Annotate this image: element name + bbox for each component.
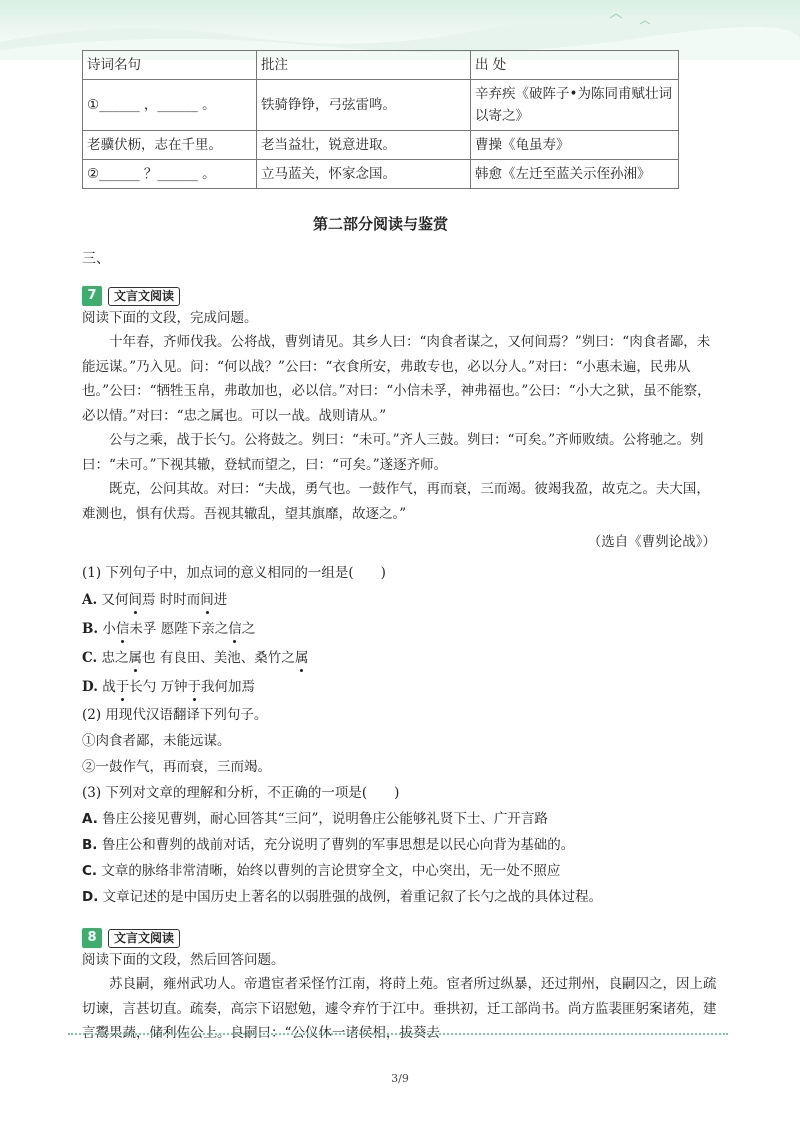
table-cell: ①______ ，______ 。: [83, 80, 257, 131]
dotted-word: 间: [128, 592, 142, 608]
passage-paragraph: 既克，公问其故。对曰：“夫战，勇气也。一鼓作气，再而衰，三而竭。彼竭我盈，故克之。夫大国，难测也，惧有伏焉。吾视其辙乱，望其旗靡，故逐之。”: [82, 481, 710, 522]
table-header-row: [83, 51, 679, 80]
table-header-cell: 出 处: [471, 51, 679, 80]
question-8-header: [82, 928, 722, 948]
option-text: 也 有良田、美池、桑竹之: [142, 650, 295, 666]
table-cell: 韩愈《左迁至蓝关示侄孙湘》: [471, 160, 679, 189]
option-label: C.: [82, 650, 98, 666]
option-b[interactable]: [82, 832, 722, 858]
option-label: B.: [82, 837, 98, 853]
translation-item: ②一鼓作气，再而衰，三而竭。: [82, 759, 271, 775]
section-number: 三、: [82, 251, 110, 267]
table-header-cell: 诗词名句: [83, 51, 257, 80]
option-text: 焉 时时而: [141, 592, 201, 608]
question-type-tag: 文言文阅读: [108, 929, 180, 948]
table-header-cell: 批注: [257, 51, 471, 80]
footer-divider: [68, 1033, 728, 1035]
dotted-word: 间: [200, 592, 214, 608]
option-d[interactable]: [82, 884, 722, 910]
option-text: 鲁庄公接见曹刿，耐心回答其“三问”，说明鲁庄公能够礼贤下士、广开言路: [102, 811, 548, 827]
option-label: D.: [82, 889, 99, 905]
option-b[interactable]: [82, 615, 722, 644]
table-cell: 老当益壮，锐意进取。: [257, 131, 471, 160]
table-cell: 辛弃疾《破阵子•为陈同甫赋壮词以寄之》: [471, 80, 679, 131]
option-text: 文章的脉络非常清晰，始终以曹刿的言论贯穿全文，中心突出，无一处不照应: [101, 863, 561, 879]
subquestion-3-stem: (3) 下列对文章的理解和分析，不正确的一项是( ): [82, 785, 400, 801]
question-intro: 阅读下面的文段，完成问题。: [82, 310, 258, 326]
option-label: A.: [82, 811, 98, 827]
subquestion-2-stem: (2) 用现代汉语翻译下列句子。: [82, 707, 268, 723]
option-text: 忠之: [101, 650, 129, 666]
page-number: 3/9: [391, 1072, 409, 1085]
option-text: 鲁庄公和曹刿的战前对话，充分说明了曹刿的军事思想是以民心向背为基础的。: [101, 837, 575, 853]
table-row: [83, 160, 679, 189]
option-a[interactable]: [82, 806, 722, 832]
question-intro: 阅读下面的文段，然后回答问题。: [82, 952, 285, 968]
option-label: D.: [82, 679, 98, 695]
page-content: [82, 50, 722, 1046]
table-cell: 铁骑铮铮，弓弦雷鸣。: [257, 80, 471, 131]
dotted-word: 属: [128, 650, 143, 666]
dotted-word: 信: [115, 621, 130, 637]
table-row: [83, 131, 679, 160]
dotted-word: 属: [294, 650, 309, 666]
option-c[interactable]: [82, 644, 722, 673]
passage-source: （选自《曹刿论战》）: [587, 534, 716, 550]
option-text: 进: [213, 592, 228, 608]
option-d[interactable]: [82, 673, 722, 702]
passage-paragraph: 公与之乘，战于长勺。公将鼓之。刿曰：“未可。”齐人三鼓。刿曰：“可矣。”齐师败绩。公将驰之。刿曰：“未可。”下视其辙，登轼而望之，曰：“可矣。”遂逐齐师。: [82, 432, 704, 473]
dotted-word: 于: [187, 679, 202, 695]
table-cell: 老骥伏枥，志在千里。: [83, 131, 257, 160]
option-text: 又何: [101, 592, 129, 608]
option-label: C.: [82, 863, 98, 879]
passage-paragraph: 十年春，齐师伐我。公将战，曹刿请见。其乡人曰：“肉食者谋之，又何间焉？”刿曰：“肉食者鄙，未能远谋。”乃入见。问：“何以战？”公曰：“衣食所安，弗敢专也，必以分人。”对曰：“小惠未遍，民弗从也。”公曰：“牺牲玉帛，弗敢加也，必以信。”对曰：“小信未孚，神弗福也。”公曰：“小大之狱，虽不能察，必以情。”对曰：“忠之属也。可以一战。战则请从。”: [82, 334, 711, 424]
section-title: 第二部分阅读与鉴赏: [312, 215, 448, 233]
quotes-table: [82, 50, 679, 189]
table-row: [83, 80, 679, 131]
option-text: 战: [102, 679, 116, 695]
question-number-badge: 7: [82, 286, 102, 306]
dotted-word: 信: [228, 621, 242, 637]
option-c[interactable]: [82, 858, 722, 884]
question-type-tag: 文言文阅读: [108, 287, 180, 306]
table-cell: 曹操《龟虽寿》: [471, 131, 679, 160]
option-label: A.: [82, 592, 98, 608]
option-text: 我何加焉: [201, 679, 256, 695]
question-7-header: [82, 286, 722, 306]
translation-item: ①肉食者鄙，未能远谋。: [82, 733, 231, 749]
question-number-badge: 8: [82, 928, 102, 948]
subquestion-1-stem: (1) 下列句子中，加点词的意义相同的一组是( ): [82, 565, 386, 581]
table-cell: ②______ ？______ 。: [83, 160, 257, 189]
option-text: 文章记述的是中国历史上著名的以弱胜强的战例，着重记叙了长勺之战的具体过程。: [102, 889, 603, 905]
table-cell: 立马蓝关，怀家念国。: [257, 160, 471, 189]
option-text: 之: [241, 621, 256, 637]
option-text: 小: [102, 621, 116, 637]
option-text: 长勺 万钟: [129, 679, 188, 695]
passage-paragraph: 苏良嗣，雍州武功人。帝遣宦者采怪竹江南，将莳上苑。宦者所过纵暴，还过荆州，良嗣囚之，因上疏切谏，言甚切直。疏奏，高宗下诏慰勉，遽令弃竹于江中。垂拱初，迁工部尚书。尚方监裴匪躬案诸苑，建言鬻果蔬，储利佐公上。良嗣曰：“公仪休一诸侯相，拔葵去: [82, 976, 717, 1041]
dotted-word: 于: [115, 679, 130, 695]
option-label: B.: [82, 621, 99, 637]
option-text: 未孚 愿陛下亲之: [129, 621, 229, 637]
option-a[interactable]: [82, 586, 722, 615]
